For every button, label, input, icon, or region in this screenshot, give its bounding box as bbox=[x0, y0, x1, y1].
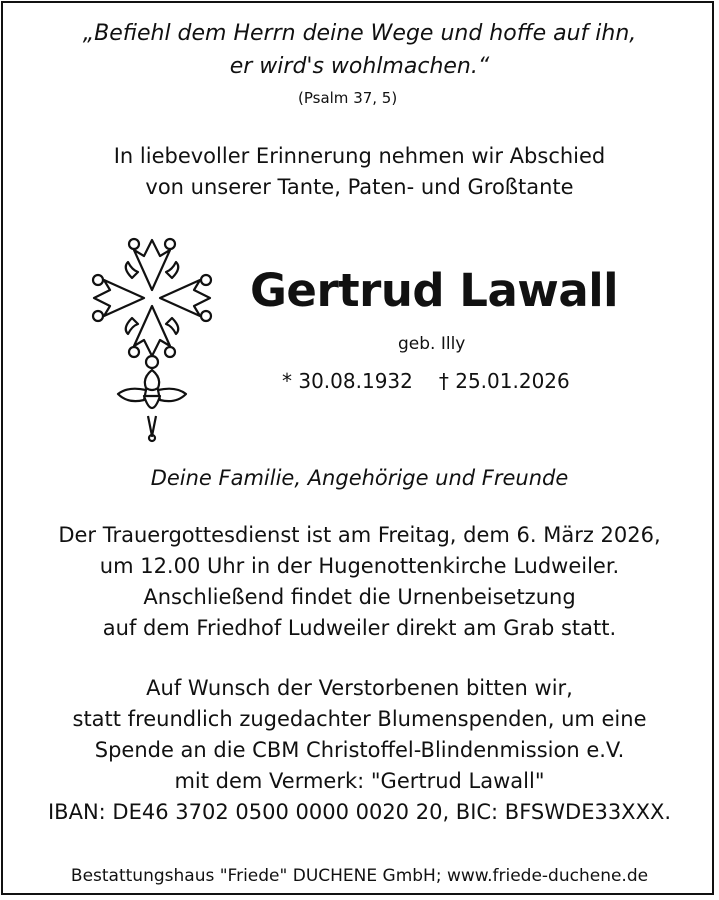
huguenot-cross-icon bbox=[82, 228, 222, 452]
donation-line: Spende an die CBM Christoffel-Blindenmission e.V. bbox=[94, 738, 625, 762]
donation-paragraph bbox=[0, 673, 719, 828]
quote-line-1: „Befiehl dem Herrn deine Wege und hoffe auf ihn, bbox=[82, 21, 637, 46]
service-line: auf dem Friedhof Ludweiler direkt am Grab statt. bbox=[102, 616, 617, 640]
quote-line-2: er wird's wohlmachen.“ bbox=[229, 54, 490, 79]
service-line: um 12.00 Uhr in der Hugenottenkirche Ludweiler. bbox=[99, 554, 620, 578]
funeral-home-footer: Bestattungshaus "Friede" DUCHENE GmbH; www.friede-duchene.de bbox=[70, 866, 649, 886]
donation-line: Auf Wunsch der Verstorbenen bitten wir, bbox=[146, 676, 573, 700]
service-line: Der Trauergottesdienst ist am Freitag, dem 6. März 2026, bbox=[58, 523, 661, 547]
donation-line: mit dem Vermerk: "Gertrud Lawall" bbox=[174, 769, 545, 793]
service-line: Anschließend findet die Urnenbeisetzung bbox=[143, 585, 576, 609]
deceased-name: Gertrud Lawall bbox=[250, 264, 619, 317]
family-signature: Deine Familie, Angehörige und Freunde bbox=[150, 466, 569, 490]
birth-date: * 30.08.1932 bbox=[282, 369, 413, 393]
death-date: † 25.01.2026 bbox=[438, 369, 570, 393]
life-dates bbox=[282, 369, 570, 393]
donation-line: IBAN: DE46 3702 0500 0000 0020 20, BIC: BFSWDE33XXX. bbox=[47, 800, 672, 824]
quote-reference: (Psalm 37, 5) bbox=[298, 89, 398, 107]
intro-line-1: In liebevoller Erinnerung nehmen wir Abschied bbox=[113, 144, 606, 168]
intro-line-2: von unserer Tante, Paten- und Großtante bbox=[145, 175, 574, 199]
donation-line: statt freundlich zugedachter Blumenspenden, um eine bbox=[72, 707, 647, 731]
birth-name: geb. Illy bbox=[398, 334, 466, 354]
service-paragraph bbox=[0, 520, 719, 644]
